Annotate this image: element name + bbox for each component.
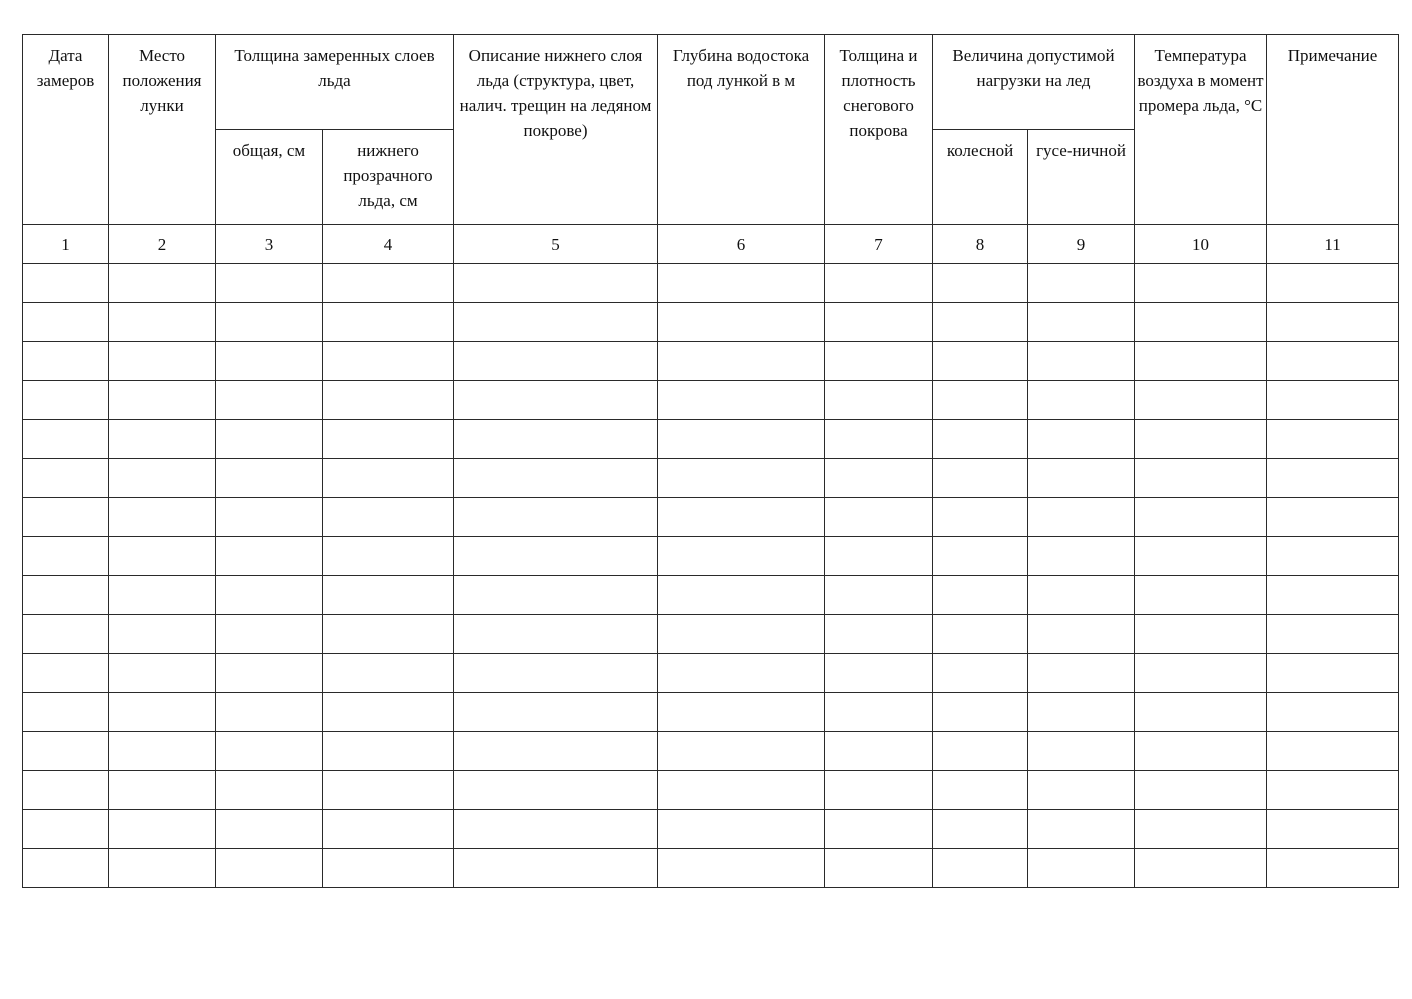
table-cell[interactable] <box>825 420 933 459</box>
table-cell[interactable] <box>216 264 323 303</box>
table-cell[interactable] <box>23 303 109 342</box>
table-cell[interactable] <box>23 498 109 537</box>
table-cell[interactable] <box>1267 732 1399 771</box>
table-cell[interactable] <box>109 771 216 810</box>
header-clear-ice-thickness: нижнего прозрачного льда, см <box>323 130 454 225</box>
table-cell[interactable] <box>216 459 323 498</box>
table-body <box>23 225 1399 888</box>
table-cell[interactable] <box>933 810 1028 849</box>
table-cell[interactable] <box>1028 537 1135 576</box>
table-row <box>23 849 1399 888</box>
table-cell[interactable] <box>1135 459 1267 498</box>
table-cell[interactable] <box>109 420 216 459</box>
table-row <box>23 771 1399 810</box>
table-cell[interactable] <box>825 342 933 381</box>
ice-measurement-journal-table <box>22 34 1399 888</box>
column-number: 4 <box>323 225 454 264</box>
table-cell[interactable] <box>1267 849 1399 888</box>
table-cell[interactable] <box>23 732 109 771</box>
column-number: 8 <box>933 225 1028 264</box>
table-cell[interactable] <box>658 810 825 849</box>
table-cell[interactable] <box>825 615 933 654</box>
table-cell[interactable] <box>1028 771 1135 810</box>
table-row <box>23 498 1399 537</box>
column-number: 11 <box>1267 225 1399 264</box>
table-cell[interactable] <box>23 381 109 420</box>
table-row <box>23 732 1399 771</box>
table-cell[interactable] <box>454 615 658 654</box>
table-cell[interactable] <box>1135 381 1267 420</box>
table-cell[interactable] <box>323 771 454 810</box>
table-cell[interactable] <box>323 342 454 381</box>
table-cell[interactable] <box>825 576 933 615</box>
table-cell[interactable] <box>109 264 216 303</box>
table-cell[interactable] <box>1267 264 1399 303</box>
table-cell[interactable] <box>454 303 658 342</box>
table-cell[interactable] <box>1135 693 1267 732</box>
table-cell[interactable] <box>23 654 109 693</box>
table-row <box>23 303 1399 342</box>
table-cell[interactable] <box>323 381 454 420</box>
table-cell[interactable] <box>323 615 454 654</box>
table-row <box>23 264 1399 303</box>
table-cell[interactable] <box>216 771 323 810</box>
table-cell[interactable] <box>1135 303 1267 342</box>
table-cell[interactable] <box>825 459 933 498</box>
table-cell[interactable] <box>658 498 825 537</box>
table-cell[interactable] <box>109 381 216 420</box>
table-cell[interactable] <box>1135 810 1267 849</box>
table-cell[interactable] <box>933 264 1028 303</box>
table-cell[interactable] <box>216 732 323 771</box>
table-cell[interactable] <box>323 537 454 576</box>
table-cell[interactable] <box>658 654 825 693</box>
table-cell[interactable] <box>933 576 1028 615</box>
header-hole-location: Место положения лунки <box>109 35 216 225</box>
column-number: 10 <box>1135 225 1267 264</box>
table-cell[interactable] <box>323 732 454 771</box>
table-cell[interactable] <box>23 459 109 498</box>
table-cell[interactable] <box>454 420 658 459</box>
table-cell[interactable] <box>109 459 216 498</box>
table-cell[interactable] <box>1028 498 1135 537</box>
table-cell[interactable] <box>825 810 933 849</box>
table-cell[interactable] <box>216 303 323 342</box>
header-date: Дата замеров <box>23 35 109 225</box>
table-cell[interactable] <box>454 693 658 732</box>
table-cell[interactable] <box>1028 342 1135 381</box>
table-cell[interactable] <box>109 732 216 771</box>
table-cell[interactable] <box>454 381 658 420</box>
header-drain-depth: Глубина водостока под лункой в м <box>658 35 825 225</box>
table-row <box>23 576 1399 615</box>
table-cell[interactable] <box>1267 537 1399 576</box>
table-row <box>23 420 1399 459</box>
table-cell[interactable] <box>1028 615 1135 654</box>
header-total-thickness: общая, см <box>216 130 323 225</box>
table-cell[interactable] <box>1028 576 1135 615</box>
table-cell[interactable] <box>825 849 933 888</box>
table-cell[interactable] <box>825 498 933 537</box>
table-row <box>23 693 1399 732</box>
table-cell[interactable] <box>1267 303 1399 342</box>
header-wheeled-load: колесной <box>933 130 1028 225</box>
table-cell[interactable] <box>1267 342 1399 381</box>
table-cell[interactable] <box>1267 654 1399 693</box>
table-cell[interactable] <box>323 810 454 849</box>
table-cell[interactable] <box>1135 849 1267 888</box>
table-cell[interactable] <box>1135 771 1267 810</box>
table-cell[interactable] <box>1028 654 1135 693</box>
column-number-row <box>23 225 1399 264</box>
column-number: 9 <box>1028 225 1135 264</box>
table-cell[interactable] <box>658 420 825 459</box>
table-cell[interactable] <box>216 654 323 693</box>
table-cell[interactable] <box>216 420 323 459</box>
header-air-temperature: Температура воздуха в момент промера льда, °С <box>1135 35 1267 225</box>
column-number: 1 <box>23 225 109 264</box>
table-cell[interactable] <box>658 732 825 771</box>
table-cell[interactable] <box>454 342 658 381</box>
table-cell[interactable] <box>216 849 323 888</box>
table-cell[interactable] <box>1135 264 1267 303</box>
column-number: 3 <box>216 225 323 264</box>
table-cell[interactable] <box>23 537 109 576</box>
table-cell[interactable] <box>1267 615 1399 654</box>
table-row <box>23 459 1399 498</box>
table-cell[interactable] <box>1135 342 1267 381</box>
table-cell[interactable] <box>658 576 825 615</box>
table-cell[interactable] <box>109 654 216 693</box>
table-cell[interactable] <box>216 498 323 537</box>
table-cell[interactable] <box>1028 420 1135 459</box>
table-cell[interactable] <box>825 654 933 693</box>
table-row <box>23 654 1399 693</box>
table-cell[interactable] <box>1028 459 1135 498</box>
table-cell[interactable] <box>109 303 216 342</box>
table-cell[interactable] <box>109 849 216 888</box>
table-cell[interactable] <box>109 576 216 615</box>
table-cell[interactable] <box>454 264 658 303</box>
table-cell[interactable] <box>1135 732 1267 771</box>
header-lower-layer-description: Описание нижнего слоя льда (структура, цвет, налич. трещин на ледяном покрове) <box>454 35 658 225</box>
table-row <box>23 537 1399 576</box>
table-cell[interactable] <box>323 498 454 537</box>
table-cell[interactable] <box>454 771 658 810</box>
table-cell[interactable] <box>825 537 933 576</box>
table-cell[interactable] <box>1135 537 1267 576</box>
table-cell[interactable] <box>216 537 323 576</box>
table-cell[interactable] <box>1267 381 1399 420</box>
table-cell[interactable] <box>216 342 323 381</box>
table-cell[interactable] <box>658 771 825 810</box>
header-row-1 <box>23 35 1399 130</box>
table-cell[interactable] <box>933 459 1028 498</box>
table-cell[interactable] <box>454 849 658 888</box>
table-cell[interactable] <box>23 849 109 888</box>
table-cell[interactable] <box>933 654 1028 693</box>
table-cell[interactable] <box>1267 420 1399 459</box>
table-cell[interactable] <box>825 732 933 771</box>
table-cell[interactable] <box>658 264 825 303</box>
table-cell[interactable] <box>454 732 658 771</box>
table-cell[interactable] <box>658 537 825 576</box>
table-cell[interactable] <box>933 615 1028 654</box>
table-cell[interactable] <box>109 537 216 576</box>
table-cell[interactable] <box>323 654 454 693</box>
table-cell[interactable] <box>658 342 825 381</box>
table-cell[interactable] <box>1028 303 1135 342</box>
table-cell[interactable] <box>23 615 109 654</box>
table-cell[interactable] <box>933 849 1028 888</box>
table-cell[interactable] <box>1135 576 1267 615</box>
table-cell[interactable] <box>933 420 1028 459</box>
table-cell[interactable] <box>658 849 825 888</box>
table-cell[interactable] <box>323 303 454 342</box>
table-cell[interactable] <box>216 615 323 654</box>
table-cell[interactable] <box>933 732 1028 771</box>
table-row <box>23 342 1399 381</box>
table-cell[interactable] <box>658 381 825 420</box>
table-cell[interactable] <box>216 693 323 732</box>
column-number: 5 <box>454 225 658 264</box>
table-cell[interactable] <box>23 576 109 615</box>
table-row <box>23 810 1399 849</box>
table-cell[interactable] <box>454 654 658 693</box>
table-cell[interactable] <box>933 771 1028 810</box>
table-cell[interactable] <box>658 693 825 732</box>
table-cell[interactable] <box>825 264 933 303</box>
table-cell[interactable] <box>658 615 825 654</box>
table-cell[interactable] <box>1028 849 1135 888</box>
table-cell[interactable] <box>454 459 658 498</box>
table-cell[interactable] <box>1267 576 1399 615</box>
table-cell[interactable] <box>1267 771 1399 810</box>
column-number: 2 <box>109 225 216 264</box>
table-cell[interactable] <box>933 342 1028 381</box>
header-snow-cover: Толщина и плотность снегового покрова <box>825 35 933 225</box>
table-cell[interactable] <box>1135 420 1267 459</box>
table-cell[interactable] <box>109 342 216 381</box>
table-cell[interactable] <box>454 810 658 849</box>
table-cell[interactable] <box>658 303 825 342</box>
table-cell[interactable] <box>1135 654 1267 693</box>
column-number: 7 <box>825 225 933 264</box>
table-cell[interactable] <box>216 810 323 849</box>
table-cell[interactable] <box>1267 693 1399 732</box>
table-cell[interactable] <box>933 498 1028 537</box>
table-cell[interactable] <box>23 420 109 459</box>
table-cell[interactable] <box>1135 615 1267 654</box>
table-cell[interactable] <box>23 264 109 303</box>
table-cell[interactable] <box>1267 498 1399 537</box>
table-cell[interactable] <box>454 576 658 615</box>
table-cell[interactable] <box>216 576 323 615</box>
table-cell[interactable] <box>216 381 323 420</box>
table-cell[interactable] <box>825 381 933 420</box>
table-cell[interactable] <box>933 693 1028 732</box>
table-cell[interactable] <box>1267 810 1399 849</box>
table-cell[interactable] <box>23 810 109 849</box>
table-cell[interactable] <box>825 303 933 342</box>
table-cell[interactable] <box>23 342 109 381</box>
table-cell[interactable] <box>1028 693 1135 732</box>
table-row <box>23 381 1399 420</box>
table-cell[interactable] <box>933 537 1028 576</box>
table-cell[interactable] <box>454 498 658 537</box>
table-cell[interactable] <box>1028 381 1135 420</box>
table-cell[interactable] <box>323 576 454 615</box>
table-cell[interactable] <box>933 303 1028 342</box>
table-cell[interactable] <box>323 420 454 459</box>
table-cell[interactable] <box>1028 732 1135 771</box>
table-cell[interactable] <box>323 459 454 498</box>
table-cell[interactable] <box>1028 264 1135 303</box>
table-cell[interactable] <box>323 693 454 732</box>
table-cell[interactable] <box>1028 810 1135 849</box>
table-cell[interactable] <box>109 498 216 537</box>
table-cell[interactable] <box>23 771 109 810</box>
table-cell[interactable] <box>1135 498 1267 537</box>
table-cell[interactable] <box>23 693 109 732</box>
table-cell[interactable] <box>825 693 933 732</box>
table-cell[interactable] <box>109 810 216 849</box>
table-cell[interactable] <box>933 381 1028 420</box>
table-cell[interactable] <box>454 537 658 576</box>
table-cell[interactable] <box>323 264 454 303</box>
table-cell[interactable] <box>1267 459 1399 498</box>
header-ice-thickness-group: Толщина замеренных слоев льда <box>216 35 454 130</box>
table-cell[interactable] <box>109 615 216 654</box>
column-number: 6 <box>658 225 825 264</box>
header-note: Примечание <box>1267 35 1399 225</box>
table-row <box>23 615 1399 654</box>
table-cell[interactable] <box>658 459 825 498</box>
table-cell[interactable] <box>825 771 933 810</box>
header-allowed-load-group: Величина допустимой нагрузки на лед <box>933 35 1135 130</box>
table-cell[interactable] <box>323 849 454 888</box>
table-cell[interactable] <box>109 693 216 732</box>
header-tracked-load: гусе-ничной <box>1028 130 1135 225</box>
